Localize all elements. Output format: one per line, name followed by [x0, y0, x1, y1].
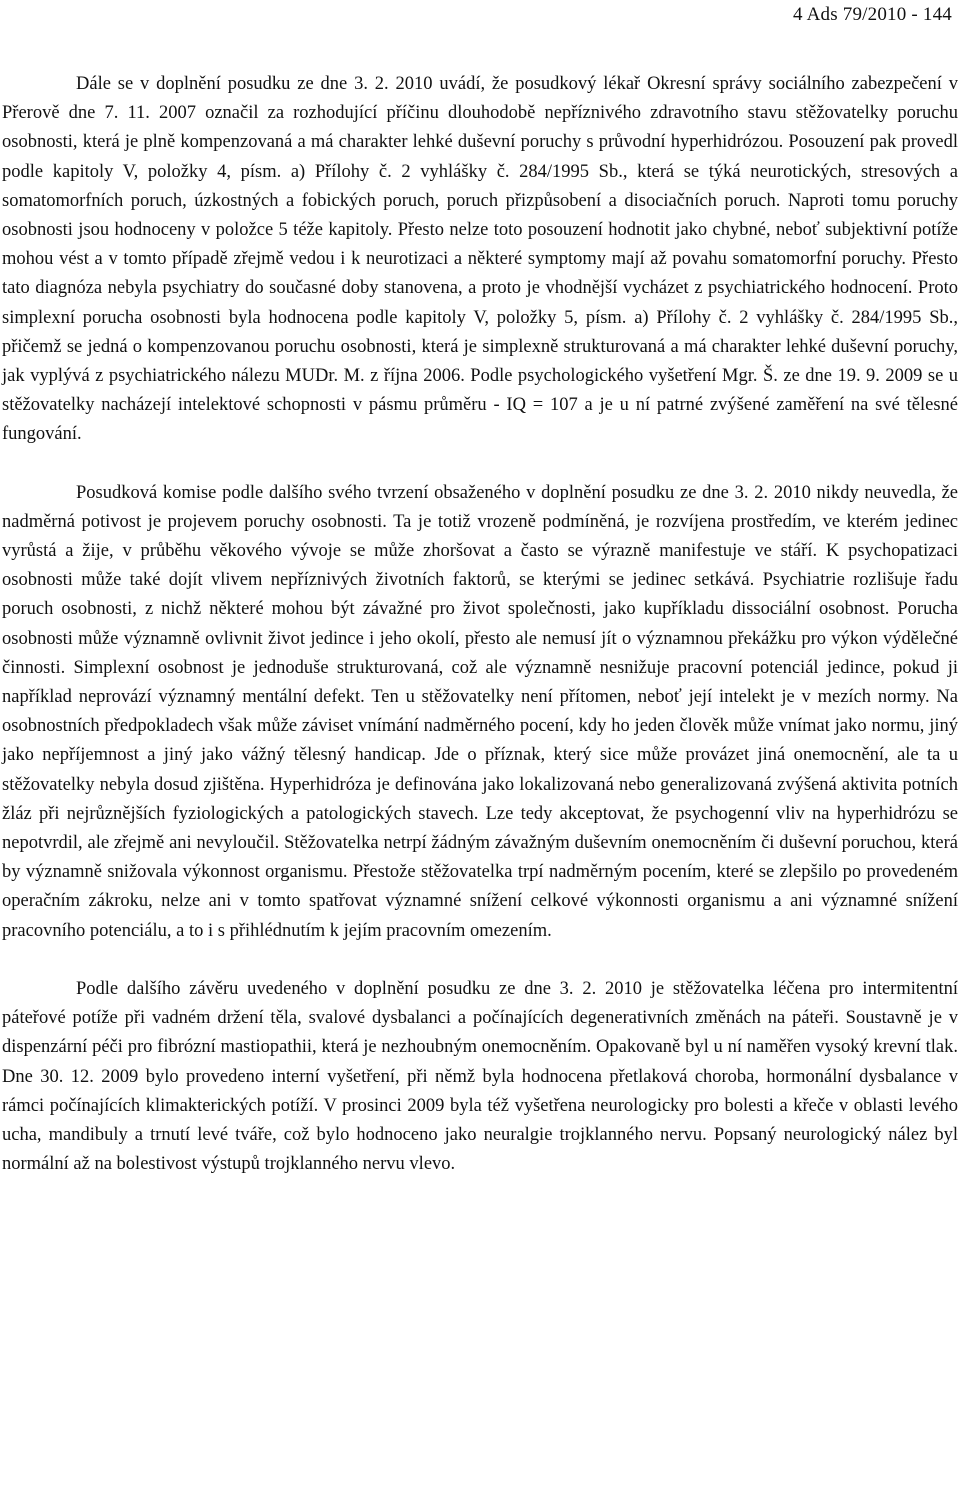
paragraph-2: Posudková komise podle dalšího svého tvrzení obsaženého v doplnění posudku ze dne 3. 2. 2010 nikdy neuvedla, že nadměrná potivost je projevem poruchy osobnosti. Ta je totiž vrozeně podmíněná, je rozvíjena prostředím, ve kterém jedinec vyrůstá a žije, v průběhu věkového vývoje se může zhoršovat a často se výrazně manifestuje ve stáří. K psychopatizaci osobnosti může také dojít vlivem nepříznivých životních faktorů, se kterými se jedinec setkává. Psychiatrie rozlišuje řadu poruch osobnosti, z nichž některé mohou být závažné pro život společnosti, jako kupříkladu dissociální osobnost. Porucha osobnosti může významně ovlivnit život jedince i jeho okolí, přesto ale nemusí jít o významnou překážku pro výkon výdělečné činnosti. Simplexní osobnost je jednoduše strukturovaná, což ale významně nesnižuje pracovní potenciál jedince, pokud ji například neprovází významný mentální defekt. Ten u stěžovatelky není přítomen, neboť její intelekt je v mezích normy. Na osobnostních předpokladech však může záviset vnímání nadměrného pocení, kdy ho jeden člověk může vnímat jako normu, jiný jako nepříjemnost a jiný jako vážný tělesný handicap. Jde o příznak, který sice může provázet jiná onemocnění, ale ta u stěžovatelky nebyla dosud zjištěna. Hyperhidróza je definována jako lokalizovaná nebo generalizovaná zvýšená aktivita potních žláz při nejrůznějších fyziologických a patologických stavech. Lze tedy akceptovat, že psychogenní vliv na hyperhidrózu se nepotvrdil, ale zřejmě ani nevyloučil. Stěžovatelka netrpí žádným závažným duševním onemocněním či duševní poruchou, která by významně snižovala výkonnost organismu. Přestože stěžovatelka trpí nadměrným pocením, které se zlepšilo po provedeném operačním zákroku, nelze ani v tomto spatřovat významné snížení celkové výkonnosti organismu a ani významné snížení pracovního potenciálu, a to i s přihlédnutím k jejím pracovním omezením. — [2, 482, 958, 941]
paragraph-1: Dále se v doplnění posudku ze dne 3. 2. 2010 uvádí, že posudkový lékař Okresní správy sociálního zabezpečení v Přerově dne 7. 11. 2007 označil za rozhodující příčinu dlouhodobě nepříznivého zdravotního stavu stěžovatelky poruchu osobnosti, která je plně kompenzovaná a má charakter lehké duševní poruchy s průvodní hyperhidrózou. Posouzení pak provedl podle kapitoly V, položky 4, písm. a) Přílohy č. 2 vyhlášky č. 284/1995 Sb., která se týká neurotických, stresových a somatomorfních poruch, úzkostných a fobických poruch, poruch přizpůsobení a disociačních poruch. Naproti tomu poruchy osobnosti jsou hodnoceny v položce 5 téže kapitoly. Přesto nelze toto posouzení hodnotit jako chybné, neboť subjektivní potíže mohou vést a v tomto případě zřejmě vedou i k neurotizaci a některé symptomy mají až povahu somatomorfní poruchy. Přesto tato diagnóza nebyla psychiatry do současné doby stanovena, a proto je vhodnější vycházet z psychiatrického hodnocení. Proto simplexní porucha osobnosti byla hodnocena podle kapitoly V, položky 5, písm. a) Přílohy č. 2 vyhlášky č. 284/1995 Sb., přičemž se jedná o kompenzovanou poruchu osobnosti, která je simplexně strukturovaná a má charakter lehké duševní poruchy, jak vyplývá z psychiatrického nálezu MUDr. M. z října 2006. Podle psychologického vyšetření Mgr. Š. ze dne 19. 9. 2009 se u stěžovatelky nacházejí intelektové schopnosti v pásmu průměru - IQ = 107 a je u ní patrné zvýšené zaměření na své tělesné fungování. — [2, 74, 958, 445]
paragraph-3: Podle dalšího závěru uvedeného v doplnění posudku ze dne 3. 2. 2010 je stěžovatelka léčena pro intermitentní páteřové potíže při vadném držení těla, svalové dysbalanci a počínajících degenerativních změnách na páteři. Soustavně je v dispenzární péči pro fibrózní mastiopathii, která je nezhoubným onemocněním. Opakovaně byl u ní naměřen vysoký krevní tlak. Dne 30. 12. 2009 bylo provedeno interní vyšetření, při němž byla hodnocena přetlaková choroba, hormonální dysbalance v rámci počínajících klimakterických potíží. V prosinci 2009 byla též vyšetřena neurologicky pro bolesti a křeče v oblasti levého ucha, mandibuly a trnutí levé tváře, což bylo hodnoceno jako neuralgie trojklanného nervu. Popsaný neurologický nález byl normální až na bolestivost výstupů trojklanného nervu vlevo. — [2, 978, 958, 1175]
case-reference: 4 Ads 79/2010 - 144 — [793, 4, 952, 25]
document-body — [2, 70, 958, 1179]
